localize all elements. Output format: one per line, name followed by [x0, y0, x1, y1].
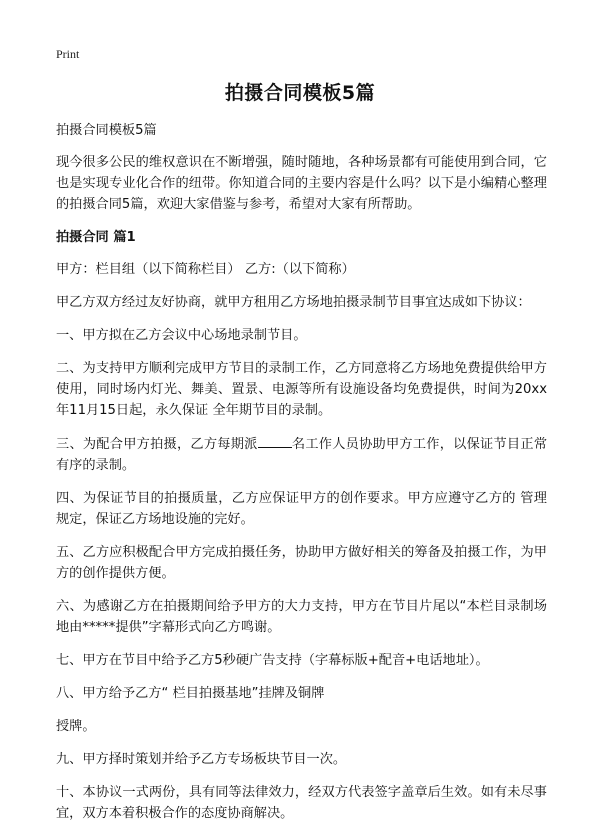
agreement-intro: 甲乙方双方经过友好协商，就甲方租用乙方场地拍摄录制节目事宜达成如下协议： — [56, 295, 531, 310]
clause-3-text-after: 名工作人员协助甲方工作，以保证节目正常有序的录制。 — [56, 437, 548, 473]
clause-3 — [56, 433, 547, 476]
intro-paragraph: 现今很多公民的维权意识在不断增强，随时随地，各种场景都有可能使用到合同，它也是实现专业化合作的纽带。你知道合同的主要内容是什么吗？以下是小编精心整理的拍摄合同5篇，欢迎大家借鉴与参考，希望对大家有所帮助。 — [56, 155, 547, 212]
clause-5: 五、乙方应积极配合甲方完成拍摄任务，协助甲方做好相关的筹备及拍摄工作，为甲方的创作提供方便。 — [56, 545, 547, 581]
fill-in-blank — [258, 433, 292, 448]
clause-8: 八、甲方给予乙方“ 栏目拍摄基地”挂牌及铜牌 — [56, 686, 325, 701]
clause-8-continued: 授牌。 — [56, 719, 96, 734]
document-subtitle: 拍摄合同模板5篇 — [56, 123, 157, 138]
clause-1: 一、甲方拟在乙方会议中心场地录制节目。 — [56, 328, 307, 343]
document-title: 拍摄合同模板5篇 — [224, 82, 376, 104]
parties-line: 甲方：栏目组（以下简称栏目） 乙方:（以下简称） — [56, 262, 355, 277]
clause-4: 四、为保证节目的拍摄质量，乙方应保证甲方的创作要求。甲方应遵守乙方的 管理规定，保证乙方场地设施的完好。 — [56, 491, 547, 527]
print-link[interactable]: Print — [56, 47, 80, 61]
clause-6: 六、为感谢乙方在拍摄期间给予甲方的大力支持，甲方在节目片尾以“本栏目录制场地由*****提供”字幕形式向乙方鸣谢。 — [56, 599, 547, 635]
clause-2: 二、为支持甲方顺利完成甲方节目的录制工作，乙方同意将乙方场地免费提供给甲方使用，同时场内灯光、舞美、置景、电源等所有设施设备均免费提供，时间为20xx年11月15日起，永久保证 全年期节目的录制。 — [56, 361, 547, 418]
clause-3-text-before: 三、为配合甲方拍摄，乙方每期派 — [56, 437, 258, 452]
section-heading: 拍摄合同 篇1 — [56, 230, 136, 245]
clause-9: 九、甲方择时策划并给予乙方专场板块节目一次。 — [56, 752, 347, 767]
clause-10: 十、本协议一式两份，具有同等法律效力，经双方代表签字盖章后生效。如有未尽事宜，双方本着积极合作的态度协商解决。 — [56, 785, 547, 821]
clause-7: 七、甲方在节目中给予乙方5秒硬广告支持（字幕标版+配音+电话地址）。 — [56, 653, 489, 668]
document-body — [56, 120, 547, 836]
